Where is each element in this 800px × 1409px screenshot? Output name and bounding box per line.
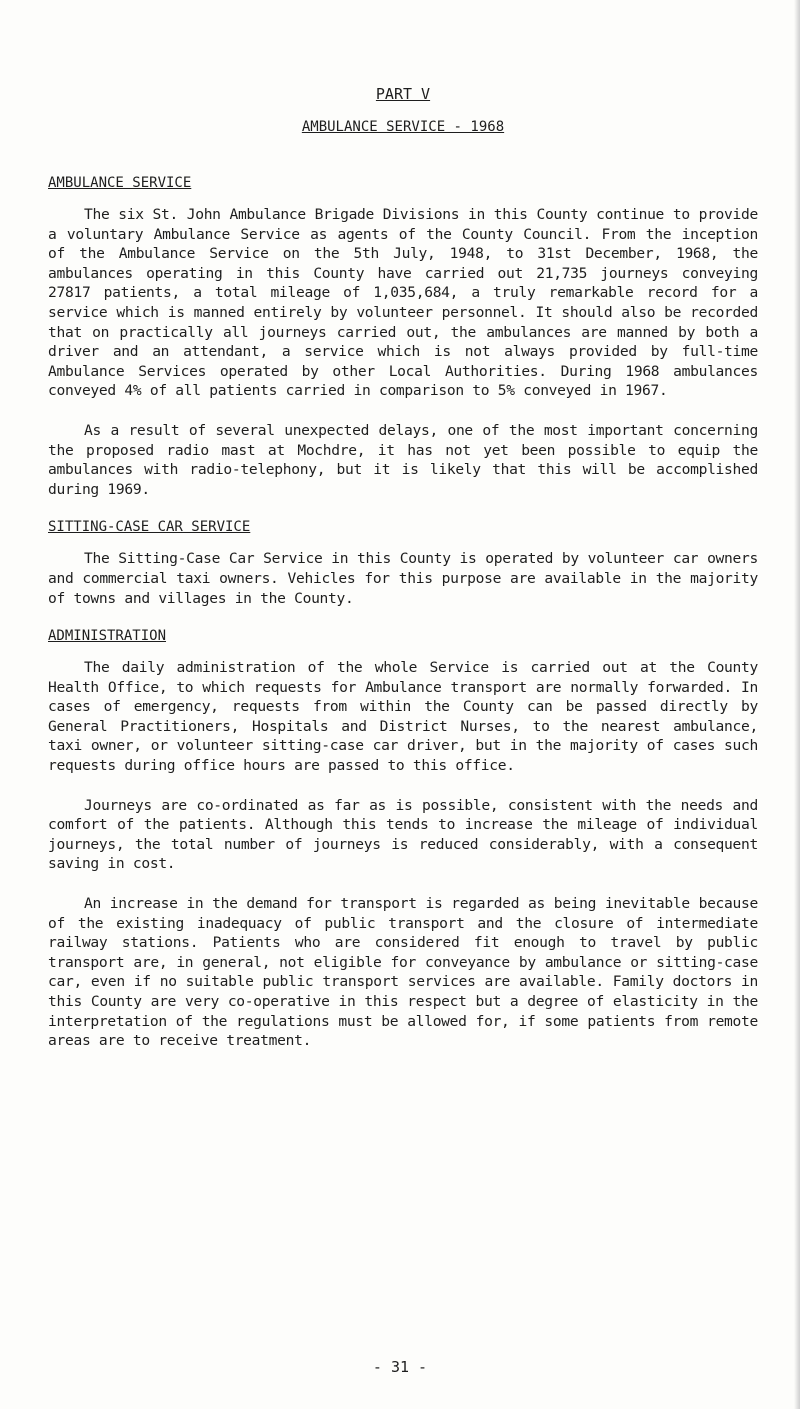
paragraph: An increase in the demand for transport is regarded as being inevitable because of the existing inadequacy of public transport and the closure of intermediate railway stations. Patients who are considered fit enough to travel by public transport are, in general, not eligible for conveyance by ambulance or sitting-case car, even if no suitable public transport services are available. Family doctors in this County are very co-operative in this respect but a degree of elasticity in the interpretation of the regulations must be allowed for, if some patients from remote areas are to receive treatment. <box>48 895 758 1050</box>
section-ambulance-service <box>48 175 758 499</box>
page-heading: AMBULANCE SERVICE - 1968 <box>301 119 505 135</box>
paragraph: As a result of several unexpected delays, one of the most important concerning the proposed radio mast at Mochdre, it has not yet been possible to equip the ambulances with radio-telephony, but it is likely that this will be accomplished during 1969. <box>48 421 758 498</box>
section-administration <box>48 628 758 1051</box>
paragraph: Journeys are co-ordinated as far as is possible, consistent with the needs and comfort of the patients. Although this tends to increase the mileage of individual journeys, the total number of journeys is reduced considerably, with a consequent saving in cost. <box>48 796 758 873</box>
paragraph: The Sitting-Case Car Service in this County is operated by volunteer car owners and commercial taxi owners. Vehicles for this purpose are available in the majority of towns and villages in the County. <box>48 550 758 607</box>
document-page <box>48 85 758 1071</box>
part-title: PART V <box>375 85 431 103</box>
section-title: AMBULANCE SERVICE <box>48 175 192 191</box>
paragraph: The daily administration of the whole Service is carried out at the County Health Office, to which requests for Ambulance transport are normally forwarded. In cases of emergency, requests from within the County can be passed directly by General Practitioners, Hospitals and District Nurses, to the nearest ambulance, taxi owner, or volunteer sitting-case car driver, but in the majority of cases such requests during office hours are passed to this office. <box>48 659 758 775</box>
section-sitting-case-car-service <box>48 519 758 608</box>
page-edge-shadow <box>794 0 800 1409</box>
section-title: SITTING-CASE CAR SERVICE <box>48 519 251 536</box>
paragraph: The six St. John Ambulance Brigade Divisions in this County continue to provide a voluntary Ambulance Service as agents of the County Council. From the inception of the Ambulance Service on the 5th July, 1948, to 31st December, 1968, the ambulances operating in this County have carried out 21,735 journeys conveying 27817 patients, a total mileage of 1,035,684, a truly remarkable record for a service which is manned entirely by volunteer personnel. It should also be recorded that on practically all journeys carried out, the ambulances are manned by both a driver and an attendant, a service which is not always provided by full-time Ambulance Services operated by other Local Authorities. During 1968 ambulances conveyed 4% of all patients carried in comparison to 5% conveyed in 1967. <box>48 206 758 400</box>
section-title: ADMINISTRATION <box>48 628 167 645</box>
page-number: - 31 - <box>372 1358 428 1376</box>
